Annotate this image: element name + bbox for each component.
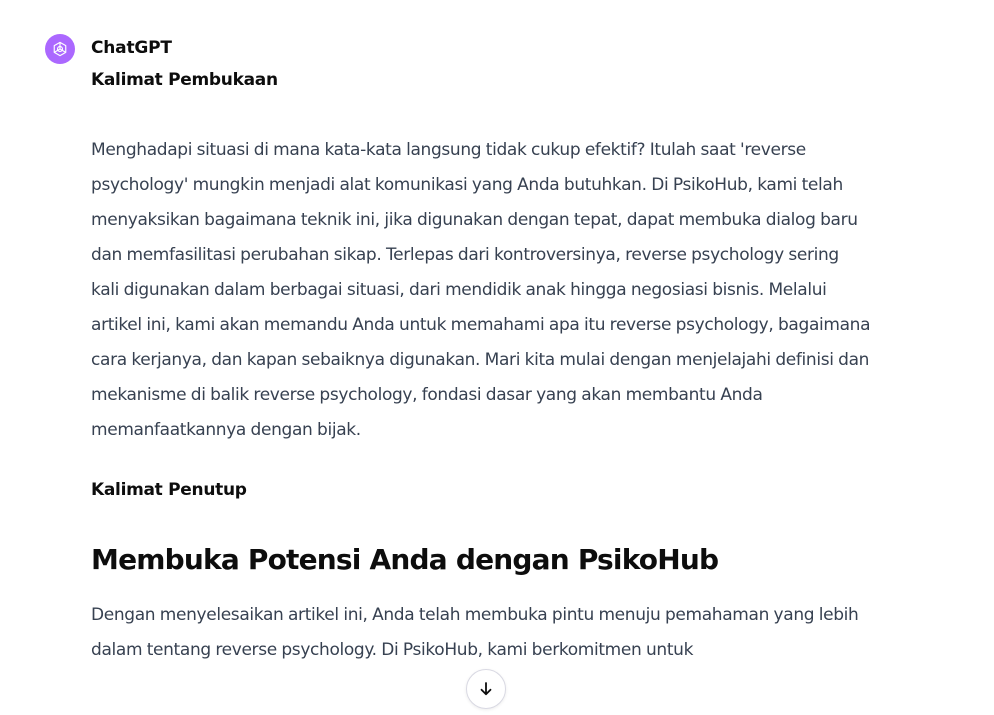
opening-label: Kalimat Pembukaan (91, 70, 278, 90)
closing-heading: Membuka Potensi Anda dengan PsikoHub (91, 543, 719, 576)
closing-paragraph: Dengan menyelesaikan artikel ini, Anda telah membuka pintu menuju pemahaman yang lebih dalam tentang reverse psychology. Di PsikoHub, kami berkomitmen untuk (91, 605, 859, 660)
assistant-name: ChatGPT (91, 38, 172, 58)
openai-logo-icon (50, 39, 70, 59)
closing-label: Kalimat Penutup (91, 480, 247, 500)
assistant-message (91, 66, 871, 668)
arrow-down-icon (477, 680, 495, 698)
scroll-to-bottom-button[interactable] (466, 669, 506, 709)
assistant-avatar (45, 34, 75, 64)
opening-paragraph: Menghadapi situasi di mana kata-kata langsung tidak cukup efektif? Itulah saat 'reverse psychology' mungkin menjadi alat komunikasi yang Anda butuhkan. Di PsikoHub, kami telah menyaksikan bagaimana teknik ini, jika digunakan dengan tepat, dapat membuka dialog baru dan memfasilitasi perubahan sikap. Terlepas dari kontroversinya, reverse psychology sering kali digunakan dalam berbagai situasi, dari mendidik anak hingga negosiasi bisnis. Melalui artikel ini, kami akan memandu Anda untuk memahami apa itu reverse psychology, bagaimana cara kerjanya, dan kapan sebaiknya digunakan. Mari kita mulai dengan menjelajahi definisi dan mekanisme di balik reverse psychology, fondasi dasar yang akan membantu Anda memanfaatkannya dengan bijak. (91, 140, 871, 440)
